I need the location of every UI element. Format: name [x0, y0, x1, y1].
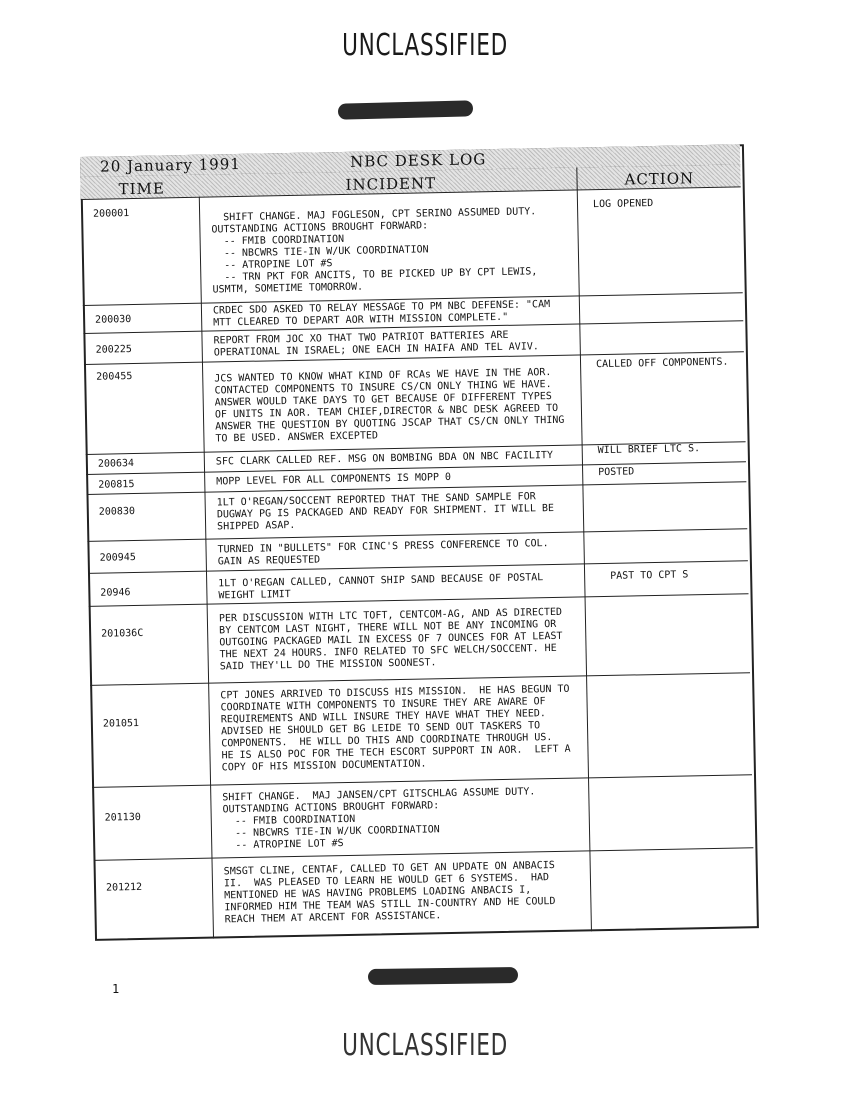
entry-time: 20946: [100, 587, 131, 599]
classification-marking-top: UNCLASSIFIED: [342, 28, 508, 63]
entry-time: 200830: [98, 506, 136, 518]
entry-action: PAST TO CPT S: [610, 569, 689, 582]
entry-time: 200455: [96, 371, 133, 383]
classification-marking-bottom: UNCLASSIFIED: [342, 1028, 508, 1063]
entry-incident: SHIFT CHANGE. MAJ FOGLESON, CPT SERINO ASSUMED DUTY. OUTSTANDING ACTIONS BROUGHT FORWARD: -- FMIB COORDINATION -- NBCWRS TIE-IN W/UK COORDINATION -- ATROPINE LOT #S -- TRN PKT FOR ANCITS, TO BE PICKED UP BY CPT LEWIS, USMTM, SOMETIME TOMORROW.: [211, 206, 538, 296]
log-title: NBC DESK LOG: [349, 150, 487, 171]
entry-incident: JCS WANTED TO KNOW WHAT KIND OF RCAs WE HAVE IN THE AOR. CONTACTED COMPONENTS TO INSURE CS/CN ONLY THING WE HAVE. ANSWER WOULD TAKE DAYS TO GET BECAUSE OF DIFFERENT TYPES OF UNITS IN AOR. TEAM CHIEF,DIRECTOR & NBC DESK AGREED TO ANSWER THE QUESTION BY QUOTING JSCAP THAT CS/CN ONLY THING TO BE USED. ANSWER EXCEPTED: [214, 366, 565, 445]
redaction-bar-top: [338, 100, 473, 120]
entry-incident: 1LT O'REGAN/SOCCENT REPORTED THAT THE SAND SAMPLE FOR DUGWAY PG IS PACKAGED AND READY FOR SHIPMENT. IT WILL BE SHIPPED ASAP.: [216, 491, 555, 533]
entry-time: 200634: [97, 458, 135, 470]
page-number: 1: [112, 982, 120, 996]
entry-incident: 1LT O'REGAN CALLED, CANNOT SHIP SAND BECAUSE OF POSTAL WEIGHT LIMIT: [218, 572, 544, 602]
entry-incident: SHIFT CHANGE. MAJ JANSEN/CPT GITSCHLAG ASSUME DUTY. OUTSTANDING ACTIONS BROUGHT FORWARD: -- FMIB COORDINATION -- NBCWRS TIE-IN W/UK COORDINATION -- ATROPINE LOT #S: [222, 786, 536, 852]
redaction-bar-bottom: [368, 967, 518, 985]
entry-incident: REPORT FROM JOC XO THAT TWO PATRIOT BATTERIES ARE OPERATIONAL IN ISRAEL; ONE EACH IN HAIFA AND TEL AVIV.: [213, 329, 539, 359]
entry-action: CALLED OFF COMPONENTS.: [595, 356, 729, 371]
entry-time: 200945: [99, 552, 136, 564]
entry-action: POSTED: [598, 466, 635, 479]
entry-incident: CRDEC SDO ASKED TO RELAY MESSAGE TO PM NBC DEFENSE: "CAM MTT CLEARED TO DEPART AOR WITH MISSION COMPLETE.": [212, 299, 551, 329]
entry-time: 200225: [95, 344, 132, 356]
entry-time: 200030: [95, 314, 132, 326]
entry-incident: MOPP LEVEL FOR ALL COMPONENTS IS MOPP 0: [216, 471, 452, 488]
entry-incident: SFC CLARK CALLED REF. MSG ON BOMBING BDA ON NBC FACILITY: [215, 449, 554, 468]
entry-time: 201130: [104, 811, 141, 824]
column-header-time: TIME: [118, 179, 166, 199]
entry-time: 201051: [102, 717, 140, 730]
entry-time: 201036C: [101, 627, 144, 640]
entry-action: WILL BRIEF LTC S.: [597, 443, 701, 457]
nbc-desk-log-table: [80, 144, 759, 941]
column-header-incident: INCIDENT: [345, 174, 437, 194]
column-header-action: ACTION: [624, 169, 695, 189]
entry-incident: SMSGT CLINE, CENTAF, CALLED TO GET AN UPDATE ON ANBACIS II. WAS PLEASED TO LEARN HE WOULD GET 6 SYSTEMS. HAD MENTIONED HE WAS HAVING PROBLEMS LOADING ANBACIS I, INFORMED HIM THE TEAM WAS STILL IN-COUNTRY AND HE COULD REACH THEM AT ARCENT FOR ASSISTANCE.: [223, 860, 556, 926]
entry-time: 200815: [98, 479, 135, 491]
entry-incident: CPT JONES ARRIVED TO DISCUSS HIS MISSION. HE HAS BEGUN TO COORDINATE WITH COMPONENTS TO INSURE THEY ARE AWARE OF REQUIREMENTS AND WILL INSURE THEY HAVE WHAT THEY NEED. ADVISED HE SHOULD GET BG LEIDE TO SEND OUT TASKERS TO COMPONENTS. HE WILL DO THIS AND COORDINATE THROUGH US. HE IS ALSO POC FOR THE TECH ESCORT SUPPORT IN AOR. LEFT A COPY OF HIS MISSION DOCUMENTATION.: [220, 683, 571, 774]
log-date: 20 January 1991: [100, 154, 242, 176]
entry-incident: TURNED IN "BULLETS" FOR CINC'S PRESS CONFERENCE TO COL. GAIN AS REQUESTED: [217, 538, 549, 568]
entry-action: LOG OPENED: [592, 198, 654, 211]
entry-incident: PER DISCUSSION WITH LTC TOFT, CENTCOM-AG, AND AS DIRECTED BY CENTCOM LAST NIGHT, THERE WILL NOT BE ANY INCOMING OR OUTGOING PACKAGED MAIL IN EXCESS OF 7 OUNCES FOR AT LEAST THE NEXT 24 HOURS. INFO RELATED TO SFC WELCH/SOCCENT. HE SAID THEY'LL DO THE MISSION SOONEST.: [218, 606, 563, 673]
entry-time: 201212: [105, 881, 143, 894]
entry-time: 200001: [92, 208, 130, 220]
